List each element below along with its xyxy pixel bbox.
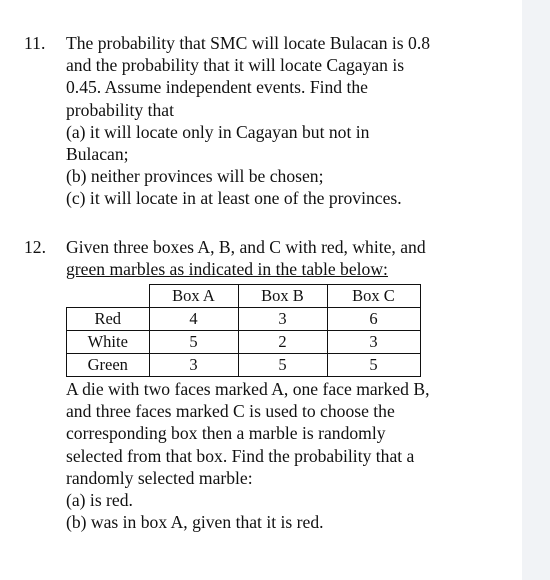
text-line: green marbles as indicated in the table below: <box>66 259 388 280</box>
text-line: Given three boxes A, B, and C with red, white, and <box>66 237 426 257</box>
table-cell: 4 <box>149 308 238 331</box>
text-line: The probability that SMC will locate Bulacan is 0.8 <box>66 33 431 53</box>
table-header-cell: Box B <box>238 285 327 308</box>
side-panel-strip <box>522 0 550 580</box>
table-row <box>67 308 421 331</box>
table-cell: 3 <box>327 331 420 354</box>
table-header-row <box>67 285 421 308</box>
text-line: (b) was in box A, given that it is red. <box>66 512 324 533</box>
table-cell: 5 <box>238 354 327 377</box>
text-line: 0.45. Assume independent events. Find the <box>66 77 368 98</box>
table-cell: White <box>67 331 150 354</box>
table-header-cell: Box A <box>149 285 238 308</box>
text-line: probability that <box>66 99 174 120</box>
problem-12-continuation <box>66 378 506 533</box>
table-cell: 5 <box>149 331 238 354</box>
table-row <box>67 354 421 377</box>
text-line: (a) is red. <box>66 490 133 511</box>
table-cell: Red <box>67 308 150 331</box>
text-line: (c) it will locate in at least one of the provinces. <box>66 188 402 209</box>
text-line: A die with two faces marked A, one face marked B, <box>66 379 430 399</box>
text-line: and three faces marked C is used to choose the <box>66 401 395 422</box>
table-cell: 3 <box>149 354 238 377</box>
table-cell: 6 <box>327 308 420 331</box>
table-cell: 2 <box>238 331 327 354</box>
problem-text <box>66 32 486 210</box>
text-line: and the probability that it will locate Cagayan is <box>66 55 405 76</box>
text-line: Bulacan; <box>66 144 129 165</box>
table-row <box>67 331 421 354</box>
problem-number: 11. <box>24 33 46 53</box>
table-cell: 3 <box>238 308 327 331</box>
text-line: (a) it will locate only in Cagayan but not in <box>66 121 370 142</box>
problem-text <box>66 236 486 280</box>
table-header-cell: Box C <box>327 285 420 308</box>
table-header-cell <box>67 285 150 308</box>
text-line: selected from that box. Find the probability that a <box>66 445 415 466</box>
text-line: corresponding box then a marble is randomly <box>66 423 386 444</box>
problem-number: 12. <box>24 237 46 257</box>
table-cell: 5 <box>327 354 420 377</box>
text-line: randomly selected marble: <box>66 467 253 488</box>
marbles-table <box>66 284 421 377</box>
table-cell: Green <box>67 354 150 377</box>
text-line: (b) neither provinces will be chosen; <box>66 166 324 187</box>
